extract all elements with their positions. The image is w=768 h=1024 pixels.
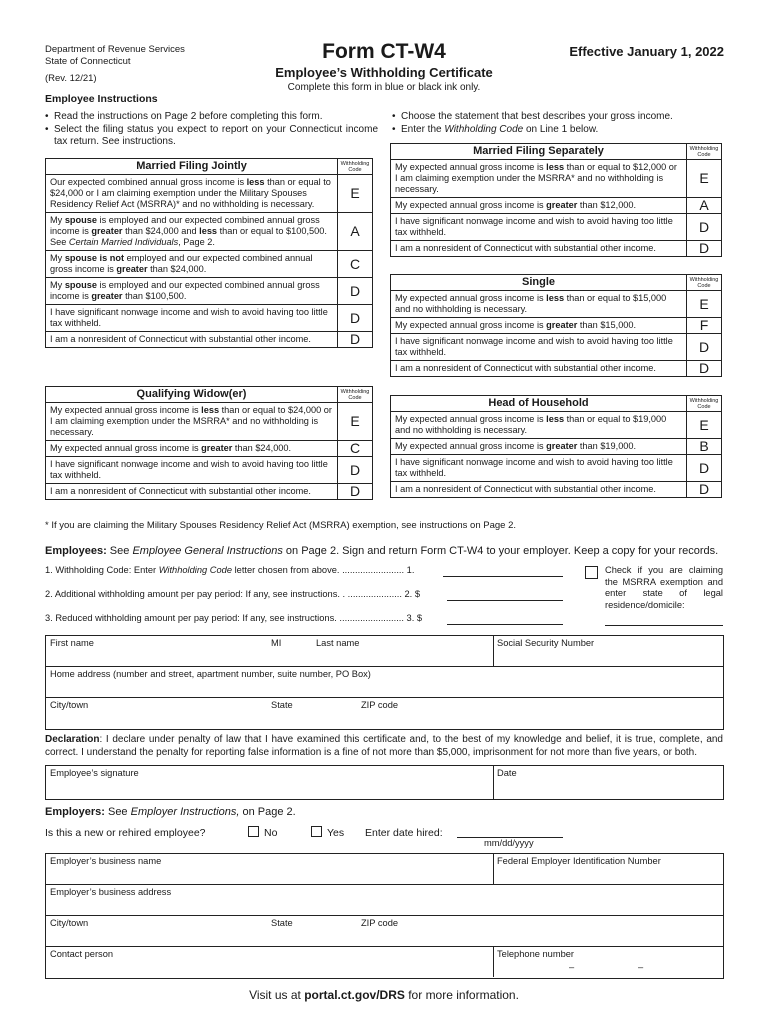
table-row bbox=[391, 291, 722, 318]
married-filing-jointly-table bbox=[45, 158, 373, 348]
income-statement: I have significant nonwage income and wish to avoid having too little tax withheld. bbox=[391, 334, 687, 361]
withholding-code-cell: F bbox=[687, 318, 722, 334]
withholding-code-cell: E bbox=[687, 412, 722, 439]
telephone-field[interactable]: Telephone number bbox=[497, 949, 575, 959]
divider bbox=[45, 915, 723, 916]
table-title: Single bbox=[391, 275, 687, 291]
instruction-bullet: • Read the instructions on Page 2 before completing this form. bbox=[45, 111, 378, 124]
business-address-field[interactable]: Employer’s business address bbox=[50, 887, 172, 897]
divider bbox=[493, 946, 494, 977]
right-instructions bbox=[392, 111, 722, 136]
msrra-check-label: Check if you are claiming the MSRRA exemption and enter state of legal residence/domicile: bbox=[605, 565, 723, 610]
first-name-field[interactable]: First name bbox=[50, 638, 94, 648]
withholding-code-cell: E bbox=[338, 175, 373, 213]
effective-date: Effective January 1, 2022 bbox=[569, 44, 724, 59]
signature-date-field[interactable]: Date bbox=[497, 768, 517, 778]
employee-info-box bbox=[45, 635, 724, 730]
date-format-hint: mm/dd/yyyy bbox=[484, 838, 534, 848]
table-row bbox=[391, 361, 722, 377]
income-statement: I am a nonresident of Connecticut with substantial other income. bbox=[391, 361, 687, 377]
table-title: Married Filing Jointly bbox=[46, 159, 338, 175]
yes-label: Yes bbox=[327, 827, 345, 839]
withholding-code-cell: D bbox=[338, 484, 373, 500]
head-of-household-table bbox=[390, 395, 722, 498]
phone-dash: – bbox=[569, 962, 575, 972]
income-statement: My expected annual gross income is less than or equal to $19,000 and no withholding is necessary. bbox=[391, 412, 687, 439]
income-statement: My expected annual gross income is less than or equal to $24,000 or I am claiming exemption under the MSRRA* and no withholding is necessary. bbox=[46, 403, 338, 441]
withholding-code-header: Withholding Code bbox=[338, 387, 373, 403]
instruction-bullet: • Choose the statement that best describes your gross income. bbox=[392, 111, 722, 124]
table-row bbox=[391, 412, 722, 439]
table-title: Head of Household bbox=[391, 396, 687, 412]
declaration-text: Declaration: I declare under penalty of law that I have examined this certificate and, to the best of my knowledge and belief, it is true, complete, and correct. I understand the penalty for reporting false information is a fine of not more than $5,000, imprisonment for not more than five years, or both. bbox=[45, 734, 723, 758]
withholding-code-header: Withholding Code bbox=[687, 275, 722, 291]
withholding-code-cell: E bbox=[687, 160, 722, 198]
divider bbox=[45, 666, 723, 667]
table-title: Married Filing Separately bbox=[391, 144, 687, 160]
instruction-bullet: • Enter the Withholding Code on Line 1 below. bbox=[392, 124, 722, 137]
table-row bbox=[391, 318, 722, 334]
table-row bbox=[46, 278, 373, 305]
withholding-code-cell: E bbox=[687, 291, 722, 318]
date-hired-field[interactable] bbox=[457, 825, 563, 838]
left-instructions bbox=[45, 111, 378, 149]
divider bbox=[493, 853, 494, 884]
employers-heading: Employers: See Employer Instructions, on Page 2. bbox=[45, 806, 296, 818]
income-statement: My expected annual gross income is less than or equal to $15,000 and no withholding is necessary. bbox=[391, 291, 687, 318]
line-2-label: 2. Additional withholding amount per pay period: If any, see instructions. . ..................... 2. $ bbox=[45, 589, 421, 599]
qualifying-widower-table bbox=[45, 386, 373, 500]
table-row bbox=[391, 214, 722, 241]
withholding-code-header: Withholding Code bbox=[687, 144, 722, 160]
table-row bbox=[391, 455, 722, 482]
employee-instructions-heading: Employee Instructions bbox=[45, 93, 158, 105]
income-statement: My spouse is not employed and our expected combined annual gross income is greater than $24,000. bbox=[46, 251, 338, 278]
income-statement: My expected annual gross income is greater than $12,000. bbox=[391, 198, 687, 214]
table-row bbox=[391, 334, 722, 361]
employer-info-box bbox=[45, 853, 724, 979]
employee-zip-field[interactable]: ZIP code bbox=[361, 700, 399, 710]
table-title: Qualifying Widow(er) bbox=[46, 387, 338, 403]
table-row bbox=[46, 403, 373, 441]
withholding-code-cell: E bbox=[338, 403, 373, 441]
form-subtitle: Employee’s Withholding Certificate bbox=[275, 65, 493, 80]
single-table bbox=[390, 274, 722, 377]
withholding-code-cell: D bbox=[338, 278, 373, 305]
withholding-code-cell: B bbox=[687, 439, 722, 455]
table-row bbox=[391, 439, 722, 455]
phone-dash: – bbox=[638, 962, 644, 972]
withholding-code-cell: D bbox=[687, 455, 722, 482]
withholding-code-cell: D bbox=[687, 241, 722, 257]
instruction-bullet: • Select the filing status you expect to report on your Connecticut income tax return. See instructions. bbox=[45, 124, 378, 149]
table-row bbox=[46, 441, 373, 457]
withholding-code-field[interactable] bbox=[443, 563, 563, 577]
withholding-code-cell: D bbox=[687, 214, 722, 241]
employees-heading: Employees: See Employee General Instructions on Page 2. Sign and return Form CT-W4 to your employer. Keep a copy for your records. bbox=[45, 545, 719, 557]
no-label: No bbox=[264, 827, 278, 839]
withholding-code-cell: D bbox=[687, 482, 722, 498]
table-row bbox=[46, 484, 373, 500]
income-statement: I have significant nonwage income and wish to avoid having too little tax withheld. bbox=[391, 214, 687, 241]
withholding-code-cell: C bbox=[338, 251, 373, 278]
table-row bbox=[46, 305, 373, 332]
table-row bbox=[391, 241, 722, 257]
married-filing-separately-table bbox=[390, 143, 722, 257]
income-statement: I have significant nonwage income and wish to avoid having too little tax withheld. bbox=[46, 457, 338, 484]
ink-instruction: Complete this form in blue or black ink only. bbox=[287, 82, 481, 93]
legal-residence-field[interactable] bbox=[605, 613, 723, 626]
divider bbox=[45, 697, 723, 698]
home-address-field[interactable]: Home address (number and street, apartment number, suite number, PO Box) bbox=[50, 669, 371, 679]
table-row bbox=[46, 175, 373, 213]
state-name: State of Connecticut bbox=[45, 55, 131, 67]
withholding-code-cell: D bbox=[338, 457, 373, 484]
table-row bbox=[46, 251, 373, 278]
withholding-code-cell: D bbox=[338, 305, 373, 332]
reduced-withholding-field[interactable] bbox=[447, 611, 563, 625]
withholding-code-cell: C bbox=[338, 441, 373, 457]
income-statement: I have significant nonwage income and wish to avoid having too little tax withheld. bbox=[391, 455, 687, 482]
employee-signature-field[interactable]: Employee’s signature bbox=[50, 768, 139, 778]
fein-field[interactable]: Federal Employer Identification Number bbox=[497, 856, 661, 866]
rehire-question: Is this a new or rehired employee? bbox=[45, 827, 206, 839]
income-statement: I am a nonresident of Connecticut with substantial other income. bbox=[46, 484, 338, 500]
contact-person-field[interactable]: Contact person bbox=[50, 949, 114, 959]
table-row bbox=[391, 482, 722, 498]
withholding-code-cell: A bbox=[687, 198, 722, 214]
last-name-field[interactable]: Last name bbox=[316, 638, 360, 648]
income-statement: My spouse is employed and our expected combined annual gross income is greater than $100,500. bbox=[46, 278, 338, 305]
table-row bbox=[46, 457, 373, 484]
divider bbox=[45, 884, 723, 885]
dept-name: Department of Revenue Services bbox=[45, 44, 185, 55]
additional-withholding-field[interactable] bbox=[447, 587, 563, 601]
date-hired-label: Enter date hired: bbox=[365, 827, 443, 839]
mi-field[interactable]: MI bbox=[271, 638, 282, 648]
income-statement: My expected annual gross income is less than or equal to $12,000 or I am claiming exemption under the MSRRA* and no withholding is necessary. bbox=[391, 160, 687, 198]
income-statement: I am a nonresident of Connecticut with substantial other income. bbox=[391, 241, 687, 257]
table-row bbox=[391, 198, 722, 214]
employee-state-field[interactable]: State bbox=[271, 700, 293, 710]
income-statement: Our expected combined annual gross income is less than or equal to $24,000 or I am claiming exemption under the Military Spouses Residency Relief Act (MSRRA)* and no withholding is necessary. bbox=[46, 175, 338, 213]
line-1-label: 1. Withholding Code: Enter Withholding Code letter chosen from above. ........................ 1. bbox=[45, 565, 415, 575]
income-statement: My expected annual gross income is greater than $24,000. bbox=[46, 441, 338, 457]
table-row bbox=[46, 213, 373, 251]
withholding-code-cell: D bbox=[338, 332, 373, 348]
drs-link[interactable]: portal.ct.gov/DRS bbox=[304, 988, 405, 1002]
income-statement: My expected annual gross income is greater than $15,000. bbox=[391, 318, 687, 334]
table-row bbox=[391, 160, 722, 198]
divider bbox=[493, 635, 494, 666]
employer-city-field[interactable]: City/town bbox=[50, 918, 89, 928]
withholding-code-cell: A bbox=[338, 213, 373, 251]
msrra-footnote: * If you are claiming the Military Spouses Residency Relief Act (MSRRA) exemption, see instructions on Page 2. bbox=[45, 520, 516, 531]
divider bbox=[493, 765, 494, 799]
new-hire-no-checkbox[interactable] bbox=[248, 826, 259, 837]
withholding-code-header: Withholding Code bbox=[338, 159, 373, 175]
table-row bbox=[46, 332, 373, 348]
footer-visit: Visit us at portal.ct.gov/DRS for more information. bbox=[249, 988, 519, 1002]
line-3-label: 3. Reduced withholding amount per pay period: If any, see instructions. ......................... 3. $ bbox=[45, 613, 423, 623]
withholding-code-cell: D bbox=[687, 334, 722, 361]
ssn-field[interactable]: Social Security Number bbox=[497, 638, 595, 648]
signature-box bbox=[45, 765, 724, 800]
employer-zip-field[interactable]: ZIP code bbox=[361, 918, 399, 928]
employee-city-field[interactable]: City/town bbox=[50, 700, 89, 710]
employer-state-field[interactable]: State bbox=[271, 918, 293, 928]
divider bbox=[45, 946, 723, 947]
withholding-code-cell: D bbox=[687, 361, 722, 377]
income-statement: I am a nonresident of Connecticut with substantial other income. bbox=[46, 332, 338, 348]
revision-label: (Rev. 12/21) bbox=[45, 73, 97, 84]
income-statement: I am a nonresident of Connecticut with substantial other income. bbox=[391, 482, 687, 498]
form-title: Form CT-W4 bbox=[322, 40, 446, 63]
income-statement: My expected annual gross income is greater than $19,000. bbox=[391, 439, 687, 455]
withholding-code-header: Withholding Code bbox=[687, 396, 722, 412]
msrra-checkbox[interactable] bbox=[585, 566, 598, 579]
income-statement: I have significant nonwage income and wish to avoid having too little tax withheld. bbox=[46, 305, 338, 332]
new-hire-yes-checkbox[interactable] bbox=[311, 826, 322, 837]
income-statement: My spouse is employed and our expected combined annual gross income is greater than $24,000 and less than or equal to $100,500. See Certain Married Individuals, Page 2. bbox=[46, 213, 338, 251]
business-name-field[interactable]: Employer’s business name bbox=[50, 856, 162, 866]
